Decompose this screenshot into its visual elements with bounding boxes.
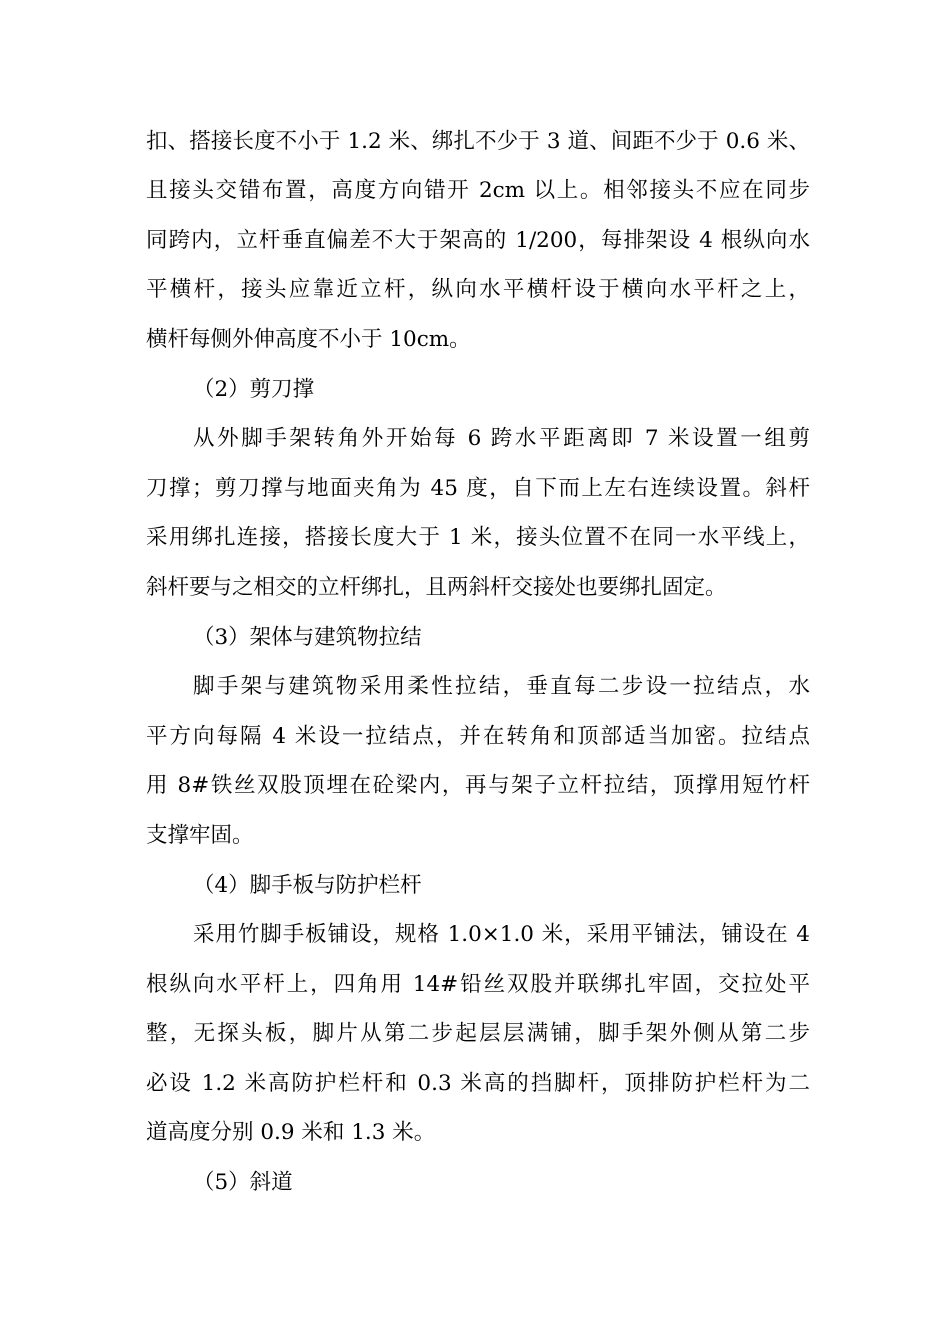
paragraph-1-line-2: 且接头交错布置，高度方向错开 2cm 以上。相邻接头不应在同步 bbox=[146, 178, 810, 203]
paragraph-2-line-2: 刀撑；剪刀撑与地面夹角为 45 度，自下而上左右连续设置。斜杆 bbox=[146, 476, 810, 501]
section-heading-3: （3）架体与建筑物拉结 bbox=[193, 625, 422, 650]
section-heading-2: （2）剪刀撑 bbox=[193, 377, 315, 402]
paragraph-1-line-4: 平横杆，接头应靠近立杆，纵向水平横杆设于横向水平杆之上， bbox=[146, 277, 810, 302]
paragraph-1-line-5: 横杆每侧外伸高度不小于 10cm。 bbox=[146, 327, 471, 352]
paragraph-3-line-4: 支撑牢固。 bbox=[146, 823, 254, 848]
paragraph-2-line-4: 斜杆要与之相交的立杆绑扎，且两斜杆交接处也要绑扎固定。 bbox=[146, 575, 727, 600]
paragraph-3-line-3: 用 8#铁丝双股顶埋在砼梁内，再与架子立杆拉结，顶撑用短竹杆 bbox=[146, 773, 810, 798]
paragraph-3-line-1: 脚手架与建筑物采用柔性拉结，垂直每二步设一拉结点，水 bbox=[193, 674, 810, 699]
paragraph-4-line-5: 道高度分别 0.9 米和 1.3 米。 bbox=[146, 1120, 436, 1145]
paragraph-4-line-3: 整，无探头板，脚片从第二步起层层满铺，脚手架外侧从第二步 bbox=[146, 1021, 810, 1046]
paragraph-1-line-1: 扣、搭接长度不小于 1.2 米、绑扎不少于 3 道、间距不少于 0.6 米、 bbox=[146, 129, 810, 154]
paragraph-1-line-3: 同跨内，立杆垂直偏差不大于架高的 1/200，每排架设 4 根纵向水 bbox=[146, 228, 810, 253]
section-heading-5: （5）斜道 bbox=[193, 1170, 293, 1195]
paragraph-4-line-4: 必设 1.2 米高防护栏杆和 0.3 米高的挡脚杆，顶排防护栏杆为二 bbox=[146, 1071, 810, 1096]
section-heading-4: （4）脚手板与防护栏杆 bbox=[193, 873, 422, 898]
paragraph-3-line-2: 平方向每隔 4 米设一拉结点，并在转角和顶部适当加密。拉结点 bbox=[146, 724, 810, 749]
paragraph-4-line-2: 根纵向水平杆上，四角用 14#铅丝双股并联绑扎牢固，交拉处平 bbox=[146, 972, 810, 997]
paragraph-4-line-1: 采用竹脚手板铺设，规格 1.0×1.0 米，采用平铺法，铺设在 4 bbox=[193, 922, 810, 947]
paragraph-2-line-3: 采用绑扎连接，搭接长度大于 1 米，接头位置不在同一水平线上， bbox=[146, 525, 810, 550]
paragraph-2-line-1: 从外脚手架转角外开始每 6 跨水平距离即 7 米设置一组剪 bbox=[193, 426, 810, 451]
